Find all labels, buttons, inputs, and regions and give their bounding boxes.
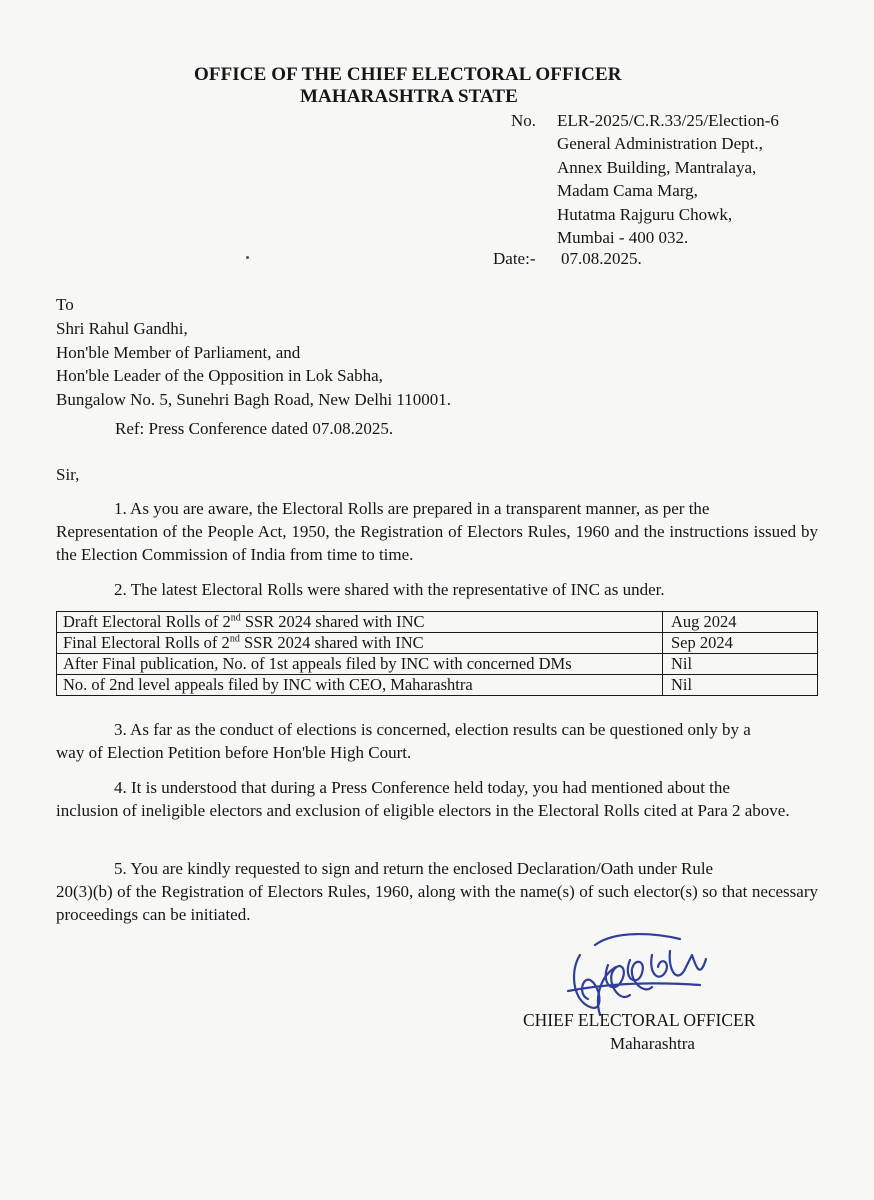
letter-date: 07.08.2025. xyxy=(561,249,642,268)
office-title: OFFICE OF THE CHIEF ELECTORAL OFFICER xyxy=(194,64,622,85)
paragraph-3-lead: 3. As far as the conduct of elections is concerned, election results can be questioned only by a xyxy=(114,720,751,739)
ref-no-label: No. xyxy=(511,111,537,130)
reference-line: Ref: Press Conference dated 07.08.2025. xyxy=(115,419,394,438)
recipient-line: Bungalow No. 5, Sunehri Bagh Road, New Delhi 110001. xyxy=(56,389,452,409)
address-line: Madam Cama Marg, xyxy=(557,181,698,200)
table-row xyxy=(57,654,818,675)
paragraph-1-lead: 1. As you are aware, the Electoral Rolls are prepared in a transparent manner, as per the xyxy=(114,499,710,518)
table-cell-value: Sep 2024 xyxy=(663,633,818,654)
scan-speck xyxy=(246,256,249,259)
paragraph-4-body: inclusion of ineligible electors and exclusion of eligible electors in the Electoral Rolls cited at Para 2 above. xyxy=(56,801,790,820)
paragraph-4-lead: 4. It is understood that during a Press Conference held today, you had mentioned about the xyxy=(114,778,730,797)
address-line: General Administration Dept., xyxy=(557,134,763,153)
recipient-address xyxy=(56,317,451,411)
signatory-state: Maharashtra xyxy=(610,1034,695,1053)
paragraph-5-body: 20(3)(b) of the Registration of Electors Rules, 1960, along with the name(s) of such elector(s) so that necessary proceedings can be initiated. xyxy=(56,882,818,924)
paragraph-4 xyxy=(56,776,818,822)
to-label: To xyxy=(56,295,74,314)
recipient-line: Shri Rahul Gandhi, xyxy=(56,319,188,338)
recipient-line: Hon'ble Leader of the Opposition in Lok Sabha, xyxy=(56,366,383,385)
paragraph-5-lead: 5. You are kindly requested to sign and return the enclosed Declaration/Oath under Rule xyxy=(114,859,714,878)
table-cell-description: After Final publication, No. of 1st appeals filed by INC with concerned DMs xyxy=(57,654,663,675)
recipient-line: Hon'ble Member of Parliament, and xyxy=(56,342,301,362)
table-row xyxy=(57,633,818,654)
paragraph-1-body: Representation of the People Act, 1950, the Registration of Electors Rules, 1960 and the instructions issued by the Election Commission of India from time to time. xyxy=(56,522,818,564)
address-line: Mumbai - 400 032. xyxy=(557,228,689,247)
table-cell-value: Nil xyxy=(663,675,818,696)
paragraph-3-body: way of Election Petition before Hon'ble High Court. xyxy=(56,743,412,762)
office-state: MAHARASHTRA STATE xyxy=(300,86,518,107)
table-cell-description: Final Electoral Rolls of 2nd SSR 2024 shared with INC xyxy=(57,633,663,654)
table-cell-description: No. of 2nd level appeals filed by INC with CEO, Maharashtra xyxy=(57,675,663,696)
table-row xyxy=(57,612,818,633)
paragraph-2 xyxy=(56,578,818,601)
paragraph-2-lead: 2. The latest Electoral Rolls were shared with the representative of INC as under. xyxy=(114,580,665,599)
paragraph-3 xyxy=(56,718,818,764)
salutation: Sir, xyxy=(56,465,80,484)
table-cell-value: Aug 2024 xyxy=(663,612,818,633)
ref-no: ELR-2025/C.R.33/25/Election-6 xyxy=(557,111,779,130)
electoral-rolls-table xyxy=(56,611,818,696)
paragraph-1 xyxy=(56,497,818,566)
office-address xyxy=(557,132,763,250)
paragraph-5 xyxy=(56,857,818,926)
date-label: Date:- xyxy=(493,249,536,268)
address-line: Hutatma Rajguru Chowk, xyxy=(557,204,733,224)
address-line: Annex Building, Mantralaya, xyxy=(557,157,757,177)
table-row xyxy=(57,675,818,696)
signatory-designation: CHIEF ELECTORAL OFFICER xyxy=(523,1010,756,1030)
table-cell-description: Draft Electoral Rolls of 2nd SSR 2024 shared with INC xyxy=(57,612,663,633)
table-cell-value: Nil xyxy=(663,654,818,675)
